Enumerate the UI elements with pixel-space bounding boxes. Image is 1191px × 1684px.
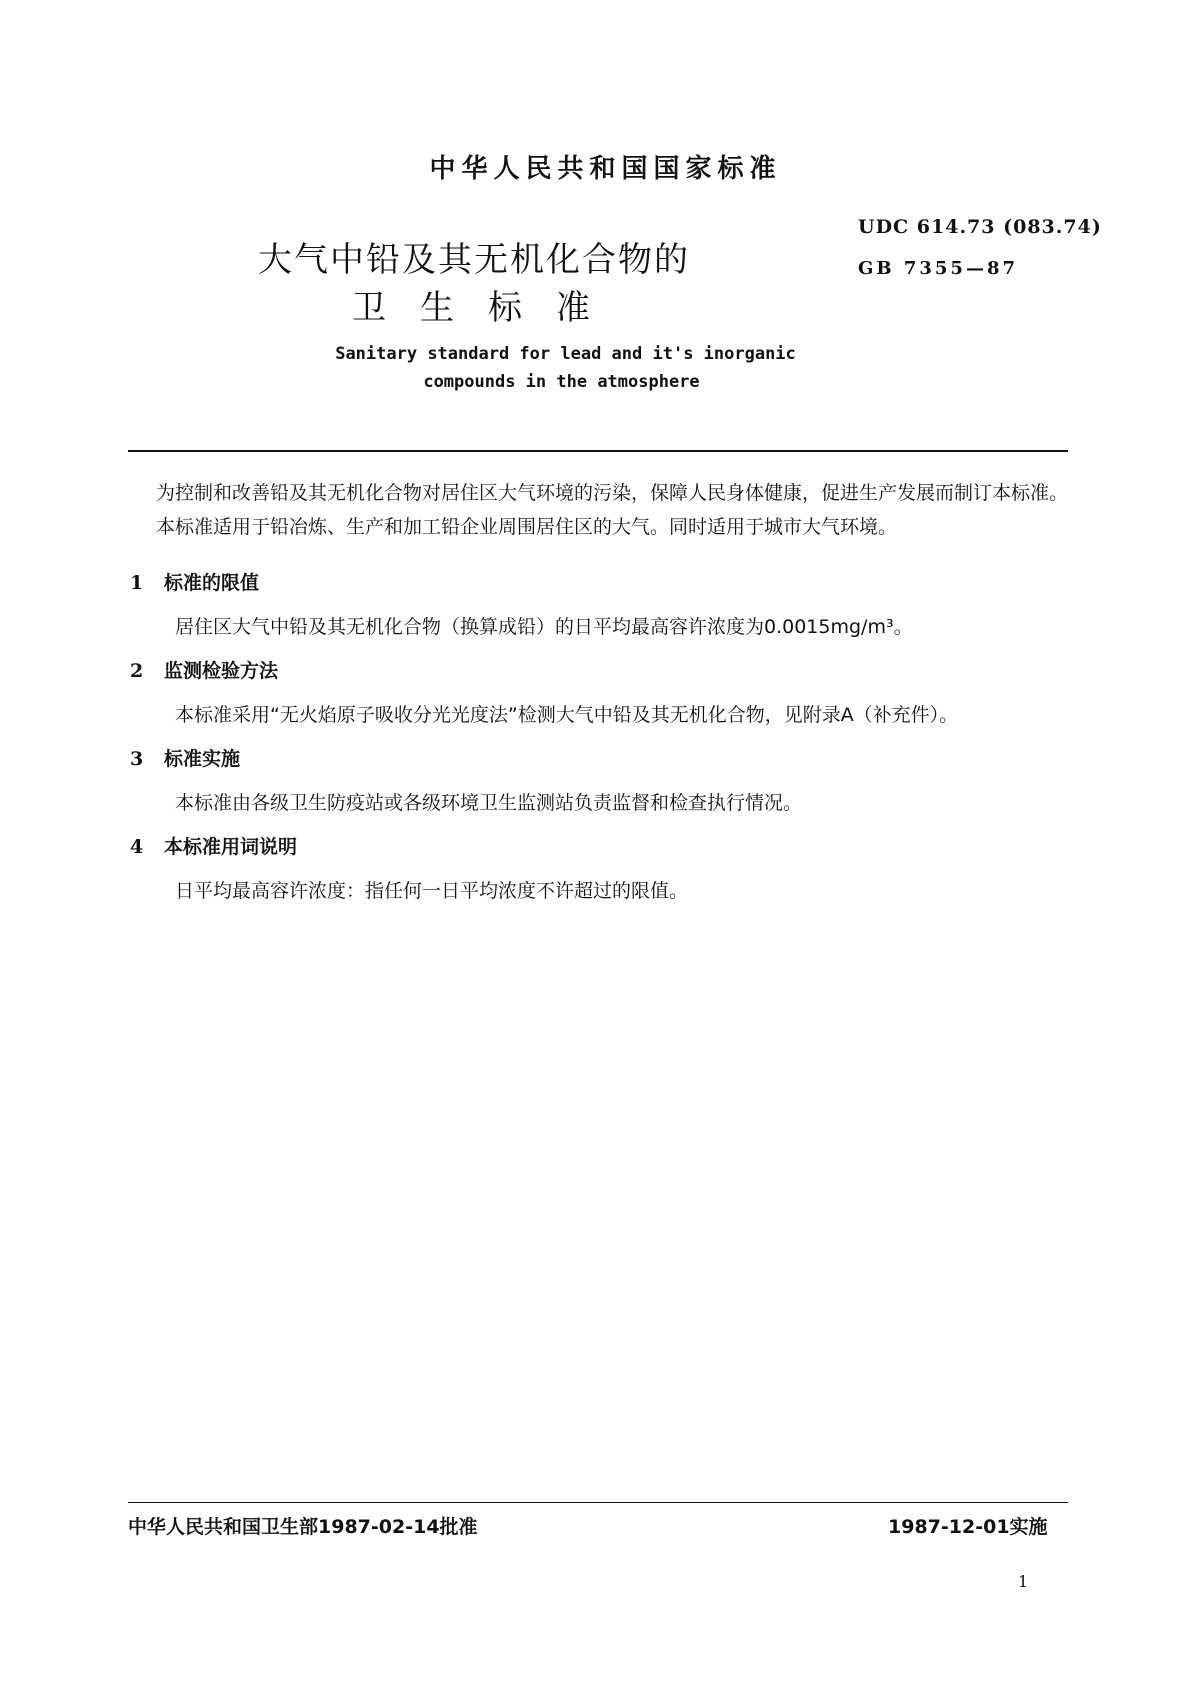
document-title-line1: 大气中铅及其无机化合物的 xyxy=(258,240,690,280)
section-title: 监测检验方法 xyxy=(164,660,279,682)
footer-divider xyxy=(128,1502,1068,1503)
document-title-line2: 卫生标准 xyxy=(352,288,624,328)
section-number: 3 xyxy=(130,748,144,770)
section-3-body: 本标准由各级卫生防疫站或各级环境卫生监测站负责监督和检查执行情况。 xyxy=(175,792,803,814)
section-1-heading xyxy=(130,568,259,595)
section-2-heading xyxy=(130,656,278,683)
section-4-body: 日平均最高容许浓度：指任何一日平均浓度不许超过的限值。 xyxy=(175,880,689,902)
intro-paragraph-2: 本标准适用于铅冶炼、生产和加工铅企业周围居住区的大气。同时适用于城市大气环境。 xyxy=(156,516,898,538)
section-title: 标准的限值 xyxy=(164,572,260,594)
section-4-heading xyxy=(130,832,297,859)
section-3-heading xyxy=(130,744,240,771)
section-title: 标准实施 xyxy=(164,748,241,770)
implementation-date: 1987-12-01实施 xyxy=(888,1516,1048,1538)
section-number: 4 xyxy=(130,836,144,858)
national-standard-heading: 中华人民共和国国家标准 xyxy=(429,154,782,184)
gb-code: GB 7355—87 xyxy=(858,258,1018,279)
english-title-line2: compounds in the atmosphere xyxy=(423,372,700,392)
page-number: 1 xyxy=(1018,1572,1029,1591)
section-2-body: 本标准采用“无火焰原子吸收分光光度法”检测大气中铅及其无机化合物，见附录A（补充件）。 xyxy=(175,704,959,726)
section-1-body: 居住区大气中铅及其无机化合物（换算成铅）的日平均最高容许浓度为0.0015mg/m³。 xyxy=(175,616,913,638)
intro-text xyxy=(118,476,1068,544)
english-title-line1: Sanitary standard for lead and it's inorganic xyxy=(335,344,796,364)
section-number: 1 xyxy=(130,572,144,594)
section-number: 2 xyxy=(130,660,144,682)
intro-paragraph-1: 为控制和改善铅及其无机化合物对居住区大气环境的污染，保障人民身体健康，促进生产发展而制订本标准。 xyxy=(156,482,1069,504)
approval-date: 中华人民共和国卫生部1987-02-14批准 xyxy=(128,1516,478,1538)
section-title: 本标准用词说明 xyxy=(164,836,298,858)
udc-code: UDC 614.73 (083.74) xyxy=(858,216,1102,238)
header-divider xyxy=(128,450,1068,452)
